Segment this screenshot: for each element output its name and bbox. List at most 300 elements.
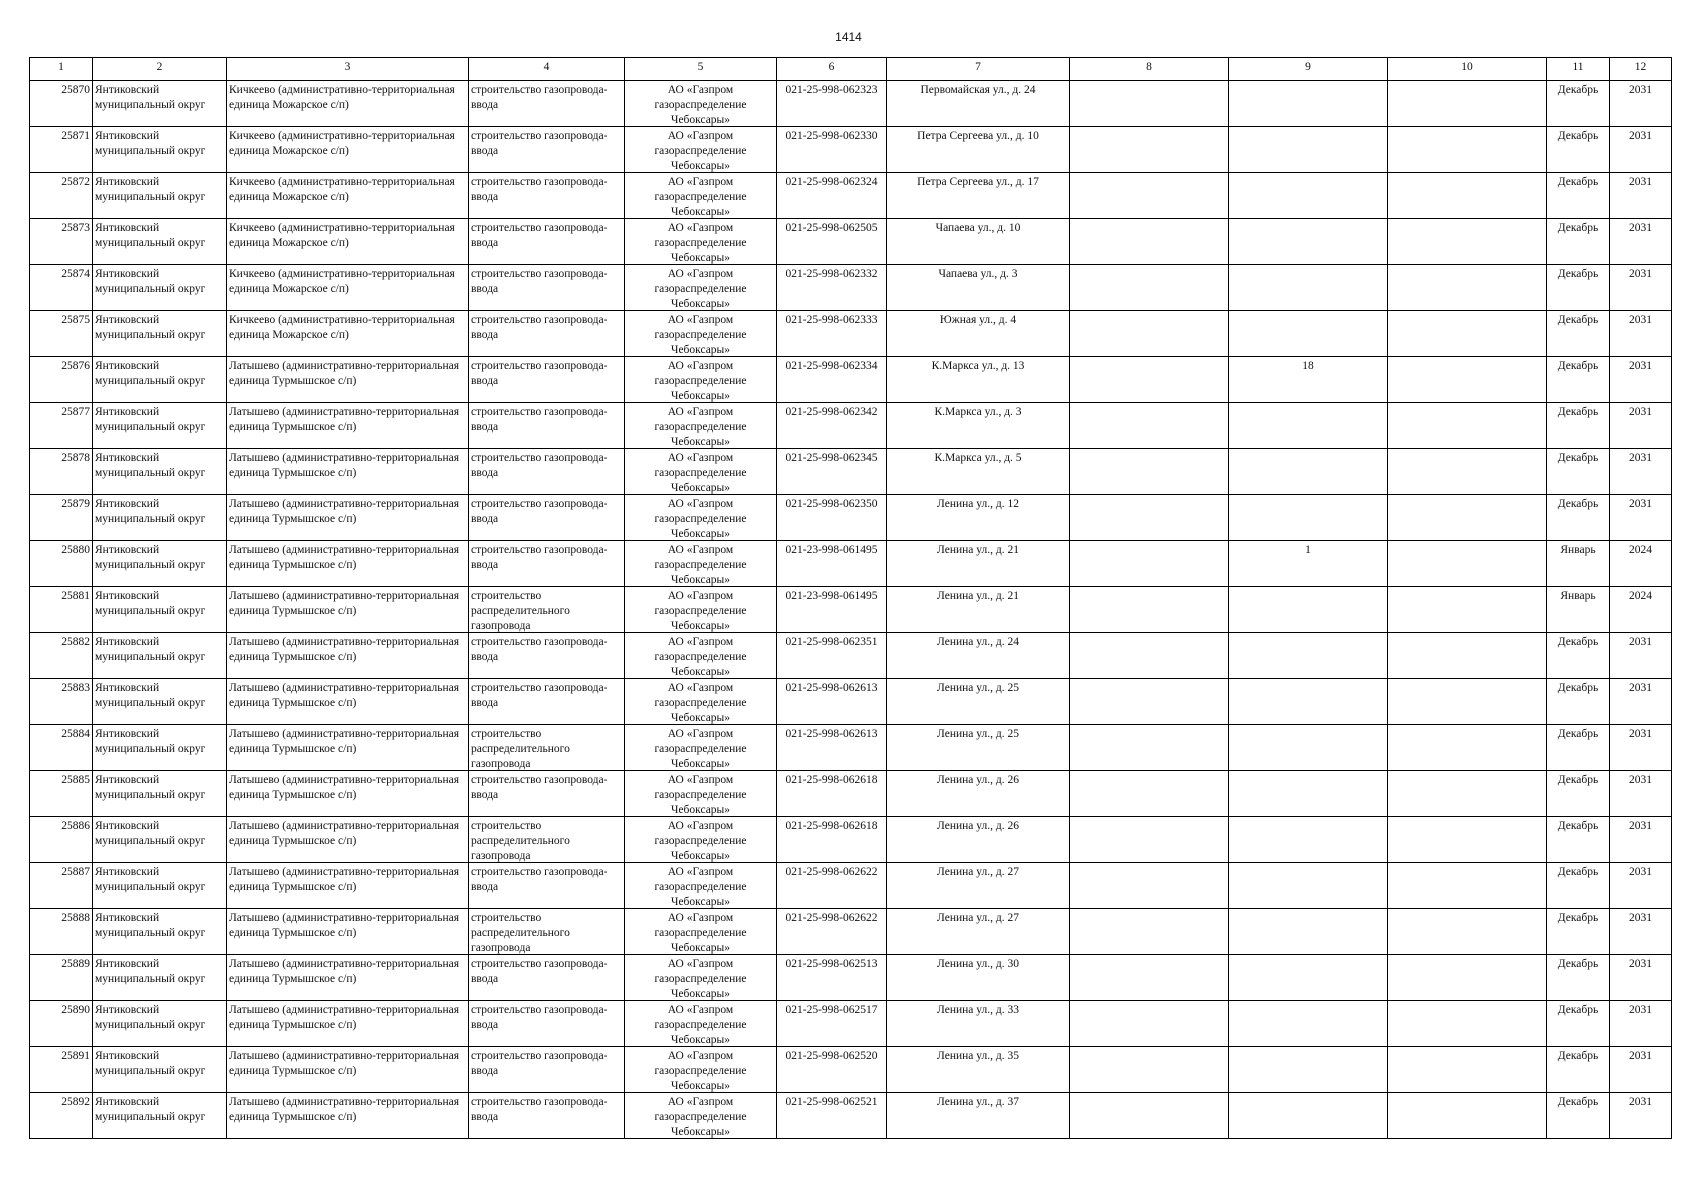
column-header: 10 <box>1388 58 1547 81</box>
row-number-cell <box>30 81 93 127</box>
row-number-cell <box>30 863 93 909</box>
column-8-cell <box>1070 173 1229 219</box>
organization-cell-text: АО «Газпром газораспределение Чебоксары» <box>654 1050 747 1092</box>
work-type-cell-text: строительство газопровода-ввода <box>471 866 608 893</box>
organization-cell-text: АО «Газпром газораспределение Чебоксары» <box>654 590 747 632</box>
object-code-cell-text: 021-25-998-062521 <box>785 1096 878 1108</box>
work-type-cell-text: строительство газопровода-ввода <box>471 268 608 295</box>
table-row <box>30 955 1672 1001</box>
row-number-cell-text: 25874 <box>61 268 90 280</box>
table-row <box>30 127 1672 173</box>
month-cell-text: Декабрь <box>1557 314 1599 326</box>
year-cell <box>1610 1093 1672 1139</box>
row-number-cell-text: 25880 <box>61 544 90 556</box>
column-9-cell <box>1229 541 1388 587</box>
row-number-cell <box>30 265 93 311</box>
column-8-cell <box>1070 909 1229 955</box>
year-cell <box>1610 1047 1672 1093</box>
settlement-cell-text: Латышево (административно-территориальная единица Турмышское с/п) <box>229 728 460 755</box>
organization-cell <box>625 219 777 265</box>
address-cell-text: Чапаева ул., д. 10 <box>935 222 1021 234</box>
address-cell <box>887 771 1070 817</box>
column-10-cell <box>1388 1093 1547 1139</box>
object-code-cell <box>777 403 887 449</box>
address-cell <box>887 817 1070 863</box>
year-cell <box>1610 679 1672 725</box>
column-9-cell <box>1229 1001 1388 1047</box>
organization-cell <box>625 265 777 311</box>
district-cell-text: Янтиковский муниципальный округ <box>95 84 206 111</box>
organization-cell <box>625 173 777 219</box>
month-cell <box>1547 771 1610 817</box>
work-type-cell <box>469 1001 625 1047</box>
district-cell-text: Янтиковский муниципальный округ <box>95 1050 206 1077</box>
month-cell <box>1547 541 1610 587</box>
month-cell <box>1547 1093 1610 1139</box>
object-code-cell-text: 021-25-998-062613 <box>785 682 878 694</box>
district-cell <box>93 1047 227 1093</box>
row-number-cell <box>30 909 93 955</box>
organization-cell-text: АО «Газпром газораспределение Чебоксары» <box>654 130 747 172</box>
object-code-cell-text: 021-25-998-062622 <box>785 866 878 878</box>
district-cell <box>93 771 227 817</box>
column-header: 7 <box>887 58 1070 81</box>
row-number-cell-text: 25870 <box>61 84 90 96</box>
work-type-cell <box>469 265 625 311</box>
row-number-cell-text: 25890 <box>61 1004 90 1016</box>
organization-cell-text: АО «Газпром газораспределение Чебоксары» <box>654 1004 747 1046</box>
district-cell-text: Янтиковский муниципальный округ <box>95 176 206 203</box>
work-type-cell <box>469 955 625 1001</box>
work-type-cell-text: строительство газопровода-ввода <box>471 452 608 479</box>
column-9-cell <box>1229 771 1388 817</box>
year-cell <box>1610 955 1672 1001</box>
address-cell-text: Ленина ул., д. 33 <box>937 1004 1019 1016</box>
organization-cell <box>625 311 777 357</box>
address-cell <box>887 173 1070 219</box>
district-cell-text: Янтиковский муниципальный округ <box>95 866 206 893</box>
work-type-cell-text: строительство газопровода-ввода <box>471 958 608 985</box>
row-number-cell <box>30 127 93 173</box>
month-cell <box>1547 311 1610 357</box>
year-cell-text: 2031 <box>1629 636 1652 648</box>
organization-cell <box>625 725 777 771</box>
district-cell-text: Янтиковский муниципальный округ <box>95 452 206 479</box>
organization-cell-text: АО «Газпром газораспределение Чебоксары» <box>654 682 747 724</box>
row-number-cell <box>30 633 93 679</box>
organization-cell <box>625 1093 777 1139</box>
month-cell-text: Декабрь <box>1557 222 1599 234</box>
object-code-cell-text: 021-25-998-062618 <box>785 774 878 786</box>
district-cell <box>93 311 227 357</box>
table-row <box>30 265 1672 311</box>
address-cell <box>887 955 1070 1001</box>
organization-cell <box>625 771 777 817</box>
work-type-cell-text: строительство распределительного газопровода <box>471 820 570 862</box>
column-10-cell <box>1388 771 1547 817</box>
settlement-cell-text: Латышево (административно-территориальная единица Турмышское с/п) <box>229 360 460 387</box>
column-9-cell <box>1229 633 1388 679</box>
settlement-cell <box>227 403 469 449</box>
month-cell-text: Декабрь <box>1557 958 1599 970</box>
work-type-cell <box>469 541 625 587</box>
month-cell-text: Январь <box>1560 544 1596 556</box>
work-type-cell <box>469 449 625 495</box>
year-cell <box>1610 311 1672 357</box>
work-type-cell <box>469 403 625 449</box>
work-type-cell <box>469 1047 625 1093</box>
row-number-cell-text: 25882 <box>61 636 90 648</box>
object-code-cell <box>777 1001 887 1047</box>
address-cell-text: К.Маркса ул., д. 3 <box>934 406 1022 418</box>
work-type-cell <box>469 357 625 403</box>
column-9-cell <box>1229 127 1388 173</box>
year-cell <box>1610 357 1672 403</box>
settlement-cell <box>227 863 469 909</box>
column-9-cell <box>1229 725 1388 771</box>
object-code-cell-text: 021-25-998-062342 <box>785 406 878 418</box>
address-cell-text: Петра Сергеева ул., д. 17 <box>917 176 1039 188</box>
table-row <box>30 909 1672 955</box>
district-cell <box>93 357 227 403</box>
month-cell-text: Декабрь <box>1557 176 1599 188</box>
district-cell <box>93 173 227 219</box>
district-cell-text: Янтиковский муниципальный округ <box>95 130 206 157</box>
column-9-cell <box>1229 863 1388 909</box>
object-code-cell-text: 021-23-998-061495 <box>785 590 878 602</box>
year-cell-text: 2024 <box>1629 544 1652 556</box>
object-code-cell-text: 021-25-998-062351 <box>785 636 878 648</box>
column-9-cell <box>1229 173 1388 219</box>
district-cell-text: Янтиковский муниципальный округ <box>95 820 206 847</box>
row-number-cell-text: 25884 <box>61 728 90 740</box>
column-8-cell <box>1070 81 1229 127</box>
address-cell-text: Ленина ул., д. 21 <box>937 590 1019 602</box>
table-row <box>30 449 1672 495</box>
column-9-cell <box>1229 357 1388 403</box>
address-cell-text: Ленина ул., д. 27 <box>937 912 1019 924</box>
year-cell <box>1610 495 1672 541</box>
year-cell <box>1610 1001 1672 1047</box>
settlement-cell-text: Кичкеево (административно-территориальная единица Можарское с/п) <box>229 130 455 157</box>
column-number-row <box>30 58 1672 81</box>
organization-cell <box>625 633 777 679</box>
settlement-cell-text: Латышево (административно-территориальная единица Турмышское с/п) <box>229 1050 460 1077</box>
district-cell <box>93 1093 227 1139</box>
object-code-cell <box>777 127 887 173</box>
month-cell <box>1547 1047 1610 1093</box>
organization-cell <box>625 403 777 449</box>
column-9-cell <box>1229 817 1388 863</box>
organization-cell <box>625 955 777 1001</box>
column-8-cell <box>1070 679 1229 725</box>
organization-cell <box>625 81 777 127</box>
column-9-cell <box>1229 265 1388 311</box>
organization-cell-text: АО «Газпром газораспределение Чебоксары» <box>654 1096 747 1138</box>
object-code-cell-text: 021-25-998-062330 <box>785 130 878 142</box>
year-cell-text: 2031 <box>1629 1050 1652 1062</box>
year-cell-text: 2031 <box>1629 820 1652 832</box>
organization-cell <box>625 357 777 403</box>
row-number-cell <box>30 219 93 265</box>
table-row <box>30 541 1672 587</box>
district-cell <box>93 955 227 1001</box>
month-cell <box>1547 265 1610 311</box>
table-row <box>30 357 1672 403</box>
row-number-cell-text: 25886 <box>61 820 90 832</box>
work-type-cell <box>469 173 625 219</box>
year-cell <box>1610 771 1672 817</box>
organization-cell-text: АО «Газпром газораспределение Чебоксары» <box>654 820 747 862</box>
year-cell <box>1610 541 1672 587</box>
settlement-cell-text: Кичкеево (административно-территориальная единица Можарское с/п) <box>229 84 455 111</box>
settlement-cell <box>227 311 469 357</box>
district-cell-text: Янтиковский муниципальный округ <box>95 268 206 295</box>
object-code-cell <box>777 1047 887 1093</box>
table-row <box>30 311 1672 357</box>
table-row <box>30 679 1672 725</box>
year-cell-text: 2031 <box>1629 130 1652 142</box>
row-number-cell <box>30 817 93 863</box>
table-row <box>30 1093 1672 1139</box>
organization-cell <box>625 817 777 863</box>
object-code-cell-text: 021-25-998-062324 <box>785 176 878 188</box>
table-row <box>30 771 1672 817</box>
row-number-cell-text: 25879 <box>61 498 90 510</box>
year-cell <box>1610 909 1672 955</box>
row-number-cell <box>30 173 93 219</box>
address-cell-text: К.Маркса ул., д. 5 <box>934 452 1022 464</box>
organization-cell-text: АО «Газпром газораспределение Чебоксары» <box>654 360 747 402</box>
district-cell-text: Янтиковский муниципальный округ <box>95 360 206 387</box>
table-row <box>30 633 1672 679</box>
district-cell <box>93 679 227 725</box>
work-type-cell <box>469 219 625 265</box>
month-cell-text: Декабрь <box>1557 130 1599 142</box>
column-header: 5 <box>625 58 777 81</box>
year-cell-text: 2031 <box>1629 222 1652 234</box>
settlement-cell-text: Латышево (административно-территориальная единица Турмышское с/п) <box>229 912 460 939</box>
organization-cell <box>625 587 777 633</box>
year-cell-text: 2031 <box>1629 728 1652 740</box>
year-cell <box>1610 265 1672 311</box>
column-8-cell <box>1070 495 1229 541</box>
row-number-cell-text: 25887 <box>61 866 90 878</box>
column-8-cell <box>1070 725 1229 771</box>
year-cell-text: 2031 <box>1629 84 1652 96</box>
object-code-cell-text: 021-25-998-062345 <box>785 452 878 464</box>
address-cell <box>887 357 1070 403</box>
organization-cell <box>625 909 777 955</box>
object-code-cell-text: 021-23-998-061495 <box>785 544 878 556</box>
district-cell-text: Янтиковский муниципальный округ <box>95 406 206 433</box>
month-cell <box>1547 357 1610 403</box>
registry-table <box>29 57 1672 1139</box>
settlement-cell-text: Латышево (административно-территориальная единица Турмышское с/п) <box>229 958 460 985</box>
district-cell <box>93 725 227 771</box>
column-header: 8 <box>1070 58 1229 81</box>
month-cell-text: Декабрь <box>1557 406 1599 418</box>
work-type-cell <box>469 863 625 909</box>
month-cell-text: Декабрь <box>1557 774 1599 786</box>
column-header: 6 <box>777 58 887 81</box>
column-9-cell-text: 18 <box>1302 360 1314 372</box>
district-cell-text: Янтиковский муниципальный округ <box>95 590 206 617</box>
district-cell <box>93 449 227 495</box>
month-cell <box>1547 403 1610 449</box>
organization-cell <box>625 863 777 909</box>
column-10-cell <box>1388 541 1547 587</box>
year-cell-text: 2031 <box>1629 774 1652 786</box>
table-row <box>30 403 1672 449</box>
district-cell <box>93 1001 227 1047</box>
month-cell <box>1547 495 1610 541</box>
column-header: 3 <box>227 58 469 81</box>
address-cell-text: Ленина ул., д. 26 <box>937 820 1019 832</box>
organization-cell <box>625 1001 777 1047</box>
year-cell <box>1610 173 1672 219</box>
work-type-cell-text: строительство газопровода-ввода <box>471 222 608 249</box>
settlement-cell-text: Кичкеево (административно-территориальная единица Можарское с/п) <box>229 176 455 203</box>
settlement-cell-text: Латышево (административно-территориальная единица Турмышское с/п) <box>229 406 460 433</box>
column-10-cell <box>1388 311 1547 357</box>
settlement-cell-text: Латышево (административно-территориальная единица Турмышское с/п) <box>229 682 460 709</box>
work-type-cell <box>469 587 625 633</box>
table-row <box>30 863 1672 909</box>
row-number-cell <box>30 403 93 449</box>
object-code-cell <box>777 863 887 909</box>
month-cell-text: Декабрь <box>1557 1096 1599 1108</box>
address-cell <box>887 863 1070 909</box>
settlement-cell <box>227 817 469 863</box>
settlement-cell <box>227 633 469 679</box>
column-10-cell <box>1388 633 1547 679</box>
address-cell-text: Чапаева ул., д. 3 <box>938 268 1018 280</box>
column-header: 2 <box>93 58 227 81</box>
district-cell-text: Янтиковский муниципальный округ <box>95 1004 206 1031</box>
row-number-cell-text: 25878 <box>61 452 90 464</box>
address-cell-text: Петра Сергеева ул., д. 10 <box>917 130 1039 142</box>
column-8-cell <box>1070 219 1229 265</box>
month-cell-text: Декабрь <box>1557 84 1599 96</box>
row-number-cell <box>30 1047 93 1093</box>
work-type-cell-text: строительство газопровода-ввода <box>471 406 608 433</box>
work-type-cell-text: строительство газопровода-ввода <box>471 682 608 709</box>
work-type-cell-text: строительство распределительного газопровода <box>471 728 570 770</box>
district-cell <box>93 909 227 955</box>
month-cell-text: Декабрь <box>1557 1050 1599 1062</box>
organization-cell <box>625 127 777 173</box>
address-cell <box>887 127 1070 173</box>
year-cell-text: 2031 <box>1629 912 1652 924</box>
object-code-cell <box>777 357 887 403</box>
row-number-cell-text: 25875 <box>61 314 90 326</box>
object-code-cell-text: 021-25-998-062334 <box>785 360 878 372</box>
organization-cell-text: АО «Газпром газораспределение Чебоксары» <box>654 636 747 678</box>
object-code-cell <box>777 81 887 127</box>
column-10-cell <box>1388 219 1547 265</box>
row-number-cell <box>30 679 93 725</box>
row-number-cell <box>30 449 93 495</box>
month-cell <box>1547 587 1610 633</box>
work-type-cell <box>469 909 625 955</box>
year-cell-text: 2031 <box>1629 176 1652 188</box>
table-row <box>30 81 1672 127</box>
settlement-cell-text: Кичкеево (административно-территориальная единица Можарское с/п) <box>229 268 455 295</box>
settlement-cell-text: Латышево (административно-территориальная единица Турмышское с/п) <box>229 820 460 847</box>
address-cell <box>887 449 1070 495</box>
address-cell <box>887 679 1070 725</box>
object-code-cell <box>777 817 887 863</box>
object-code-cell-text: 021-25-998-062520 <box>785 1050 878 1062</box>
address-cell <box>887 311 1070 357</box>
address-cell <box>887 219 1070 265</box>
row-number-cell-text: 25873 <box>61 222 90 234</box>
registry-body <box>30 81 1672 1139</box>
address-cell <box>887 909 1070 955</box>
organization-cell-text: АО «Газпром газораспределение Чебоксары» <box>654 84 747 126</box>
month-cell-text: Декабрь <box>1557 636 1599 648</box>
district-cell <box>93 403 227 449</box>
address-cell <box>887 1001 1070 1047</box>
row-number-cell-text: 25891 <box>61 1050 90 1062</box>
work-type-cell-text: строительство газопровода-ввода <box>471 84 608 111</box>
table-row <box>30 219 1672 265</box>
settlement-cell <box>227 679 469 725</box>
object-code-cell <box>777 679 887 725</box>
settlement-cell <box>227 909 469 955</box>
column-9-cell <box>1229 403 1388 449</box>
row-number-cell-text: 25883 <box>61 682 90 694</box>
organization-cell <box>625 679 777 725</box>
address-cell <box>887 725 1070 771</box>
month-cell-text: Декабрь <box>1557 360 1599 372</box>
table-row <box>30 1001 1672 1047</box>
month-cell <box>1547 863 1610 909</box>
work-type-cell <box>469 817 625 863</box>
organization-cell-text: АО «Газпром газораспределение Чебоксары» <box>654 866 747 908</box>
column-9-cell <box>1229 495 1388 541</box>
month-cell-text: Декабрь <box>1557 268 1599 280</box>
year-cell-text: 2031 <box>1629 498 1652 510</box>
settlement-cell <box>227 541 469 587</box>
settlement-cell <box>227 449 469 495</box>
column-header: 12 <box>1610 58 1672 81</box>
settlement-cell-text: Латышево (административно-территориальная единица Турмышское с/п) <box>229 636 460 663</box>
work-type-cell-text: строительство газопровода-ввода <box>471 1096 608 1123</box>
organization-cell <box>625 1047 777 1093</box>
address-cell-text: Ленина ул., д. 37 <box>937 1096 1019 1108</box>
district-cell-text: Янтиковский муниципальный округ <box>95 912 206 939</box>
work-type-cell-text: строительство газопровода-ввода <box>471 314 608 341</box>
column-header: 9 <box>1229 58 1388 81</box>
column-8-cell <box>1070 955 1229 1001</box>
work-type-cell <box>469 1093 625 1139</box>
address-cell-text: Ленина ул., д. 35 <box>937 1050 1019 1062</box>
work-type-cell-text: строительство газопровода-ввода <box>471 498 608 525</box>
organization-cell-text: АО «Газпром газораспределение Чебоксары» <box>654 268 747 310</box>
work-type-cell <box>469 127 625 173</box>
row-number-cell <box>30 541 93 587</box>
address-cell-text: Южная ул., д. 4 <box>939 314 1017 326</box>
work-type-cell-text: строительство газопровода-ввода <box>471 1050 608 1077</box>
row-number-cell-text: 25876 <box>61 360 90 372</box>
settlement-cell <box>227 1001 469 1047</box>
month-cell-text: Декабрь <box>1557 820 1599 832</box>
settlement-cell <box>227 1047 469 1093</box>
month-cell-text: Декабрь <box>1557 682 1599 694</box>
column-10-cell <box>1388 725 1547 771</box>
